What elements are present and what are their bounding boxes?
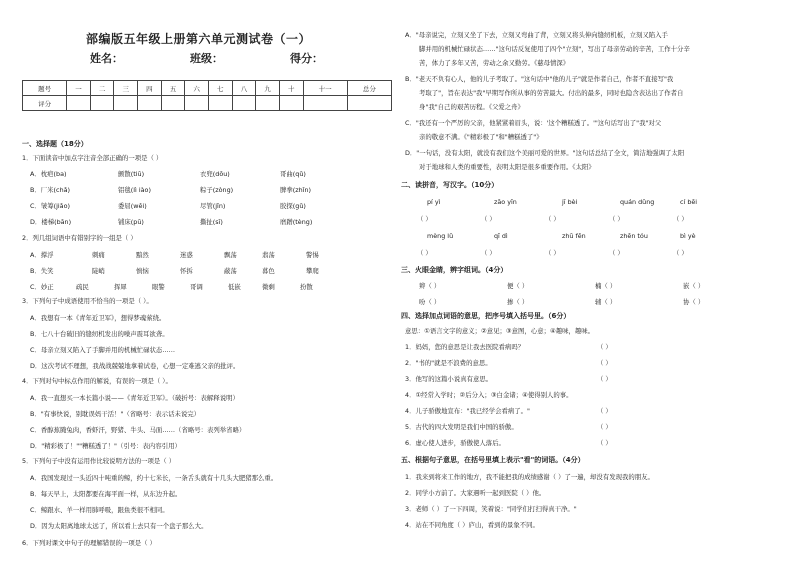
score-input-cell[interactable]	[303, 96, 347, 111]
q2-option: 翡荡	[262, 251, 275, 259]
question-3: 3．下列句子中成语使用不恰当的一项是（ ）。	[22, 297, 153, 305]
answer-blank[interactable]: （ ）	[481, 215, 496, 223]
char-item: 嵌（ ）	[683, 282, 705, 290]
q6-option-line: 苦，体力了多年又苦，劳动之余又勤劳。《慈母情深》	[419, 59, 570, 67]
answer-blank[interactable]: （ ）	[545, 215, 560, 223]
s5-item: 3．老师（ ）了一下四周，笑着说："同学们打扫得真干净。"	[405, 505, 577, 513]
s4-item: 2．"书的"就是不浪费的意思。	[405, 359, 492, 367]
q2-option: 疏民	[76, 283, 89, 291]
char-item: 吩（ ）	[419, 298, 441, 306]
q1-option: B．厂米(chǎ)	[30, 186, 71, 194]
pinyin: zhēn tóu	[620, 232, 648, 240]
q1-option: 粽子(zòng)	[200, 186, 234, 194]
score-input-cell[interactable]	[185, 96, 209, 111]
answer-blank[interactable]: （ ）	[673, 215, 688, 223]
question-2: 2．列几组词语中有错别字的一组是（ ）	[22, 234, 137, 242]
q3-option: A．我想有一本《青年近卫军》，想得梦魂萦绕。	[30, 314, 166, 322]
q2-option: 黯然	[136, 251, 149, 259]
student-info	[0, 50, 397, 66]
score-cell: 一	[67, 81, 91, 96]
q2-option: C．妙正	[30, 283, 54, 291]
q1-option: C．皱筹(jiǎo)	[30, 202, 70, 210]
section-1-heading: 一、选择题（18分）	[22, 140, 88, 148]
score-input-cell[interactable]	[161, 96, 185, 111]
pinyin: zhū fēn	[562, 232, 586, 240]
q4-option: D．"精彩极了！""糟糕透了！"（引号：表内容引用）	[30, 442, 181, 450]
answer-blank[interactable]: （ ）	[545, 249, 560, 257]
score-input-cell[interactable]	[256, 96, 280, 111]
q6-option-line: A．"母亲说完，立刻又坐了下去，立刻又弯曲了背，立刻又将头伸向缝纫机板，立刻又陷入手	[405, 31, 668, 39]
page-title: 部编版五年级上册第六单元测试卷（一）	[85, 32, 311, 46]
section-4-heading: 四、选择加点词语的意思，把序号填入括号里。（6分）	[401, 312, 571, 320]
answer-blank[interactable]: （ ）	[481, 249, 496, 257]
q6-option-line: 对于地球和人类的重要性，表明太阳是很多重要作用。《太阳》	[419, 163, 595, 171]
s4-answer-blank[interactable]: （ ）	[597, 375, 612, 383]
q2-option: 暮色	[262, 267, 275, 275]
q6-option-line: C．"我还有一个严厉的父亲，他紧紧着眉头，说：'这个糟糕透了。'"这句话写出了"我"对父	[405, 119, 662, 127]
q1-option: D．楼梯(bān)	[30, 218, 72, 226]
q1-option: 撕扯(sī)	[200, 218, 223, 226]
char-item: 掺（ ）	[507, 298, 529, 306]
q1-option: 衣兜(dōu)	[200, 170, 230, 178]
q2-option: 眼警	[152, 283, 165, 291]
q2-option: 陡峭	[92, 267, 105, 275]
section-3-heading: 三、火眼金睛，辨字组词。（4分）	[401, 266, 508, 274]
score-cell: 二	[90, 81, 114, 96]
q6-option-line: 考取了"，旨在表达"我"早期写作所从事的劳苦最大。付出的最多，同时也隐含表达出了作者自	[419, 89, 684, 97]
score-cell: 总分	[347, 81, 391, 96]
score-label: 得分：	[290, 52, 323, 65]
score-row-label: 评分	[23, 96, 67, 111]
q1-option: 颤散(tiū)	[118, 170, 145, 178]
q6-option-line: 身"我"自己的艰苦历程。《父爱之舟》	[419, 103, 524, 111]
score-cell: 四	[138, 81, 162, 96]
char-item: 辅（ ）	[595, 298, 617, 306]
score-table	[22, 80, 392, 111]
score-input-cell[interactable]	[67, 96, 91, 111]
s5-item: 1．我来到将来工作的地方，我不能把我的成绩感谢（ ）了一遍，却没有发现我的朋友。	[405, 473, 654, 481]
s4-item: 6．虚心使人进步，骄傲使人落后。	[405, 439, 505, 447]
q2-option: 迷惑	[180, 251, 193, 259]
char-item: 楠（ ）	[595, 282, 617, 290]
q4-option: B．"有事快说，别耽误妈干活！"（省略号：表示话未说完）	[30, 410, 201, 418]
right-column	[397, 0, 794, 561]
pinyin: cí bēi	[680, 198, 698, 206]
answer-row-1	[397, 214, 794, 224]
q6-option-line: 脚并用的机械忙碌状态……"这句话反复使用了四个"立刻"，写出了母亲劳动的辛苦，工作十分辛	[419, 45, 690, 53]
pinyin: pí yì	[427, 198, 441, 206]
pinyin: zāo yīn	[494, 198, 517, 206]
s4-definitions: 意思：①语言文字的意义；②意见；③意图，心意；④趣味，趣味。	[405, 327, 595, 335]
q6-option-line: 亲的敬意不满。《"精彩极了"和"糟糕透了"》	[419, 133, 543, 141]
q2-option: 微剩	[262, 283, 275, 291]
pinyin: mèng lǔ	[427, 232, 454, 240]
s4-answer-blank[interactable]: （ ）	[597, 439, 612, 447]
section-5-heading: 五、根据句子意思，在括号里填上表示"看"的词语。（4分）	[401, 456, 585, 464]
score-cell: 题号	[23, 81, 67, 96]
pinyin: qī dì	[494, 232, 508, 240]
answer-blank[interactable]: （ ）	[673, 249, 688, 257]
question-4: 4．下列对句中标点作用的解说，有误的一项是（ ）。	[22, 377, 172, 385]
q2-option: 哥调	[190, 283, 203, 291]
score-cell: 八	[232, 81, 256, 96]
q1-option: A．枕疤(ba)	[30, 170, 67, 178]
score-input-cell[interactable]	[232, 96, 256, 111]
q5-option: D．因为太阳离地球太远了，所以看上去只有一个盘子那么大。	[30, 522, 208, 530]
q2-option: 挥犀	[114, 283, 127, 291]
score-table-value-row	[23, 96, 392, 111]
pinyin: quán dǔng	[620, 198, 655, 206]
q1-option: 尽管(jǐn)	[200, 202, 226, 210]
section-2-heading: 二、读拼音，写汉字。（10分）	[401, 181, 499, 189]
q2-option: 蔽荡	[224, 267, 237, 275]
q2-option: 低嵌	[228, 283, 241, 291]
q6-option-line: D．"一句话，没有太阳，就没有我们这个美丽可爱的世界。"这句话总结了全文，简洁地强调了太阳	[405, 149, 685, 157]
pinyin: jī bèi	[562, 198, 578, 206]
s4-item: 4．儿子骄傲地宣布："我已经学会看病了。"	[405, 407, 530, 415]
q2-option: 怀拆	[180, 267, 193, 275]
score-input-cell[interactable]	[279, 96, 303, 111]
q2-option: 飘荡	[224, 251, 237, 259]
q2-option: 慎恼	[136, 267, 149, 275]
score-cell: 七	[208, 81, 232, 96]
q5-option: C．鲸跟水、羊一样用肺呼吸，跟鱼类很不相同。	[30, 506, 169, 514]
question-6: 6．下列对课文中句子的理解错误的一项是（ ）	[22, 539, 156, 547]
score-input-cell[interactable]	[347, 96, 391, 111]
q3-option: C．母亲立刻又陷入了手脚并用的机械忙碌状态……	[30, 346, 176, 354]
q1-option: 铝毯(lì iào)	[118, 186, 151, 194]
score-input-cell[interactable]	[138, 96, 162, 111]
q2-option: 扮散	[300, 283, 313, 291]
q1-option: 委屈(wěi)	[118, 202, 147, 210]
answer-blank[interactable]: （ ）	[609, 215, 624, 223]
score-cell: 十	[279, 81, 303, 96]
s5-item: 4．站在不同角度（ ）庐山，看到的景象不同。	[405, 521, 539, 529]
q3-option: B．七八十台破旧的缝纫机发出的噪声震耳欲聋。	[30, 330, 169, 338]
q5-option: A．我国发现过一头近四十吨重的鲸，约十七米长，一条舌头就有十几头大肥猪那么重。	[30, 474, 278, 482]
name-label: 姓名：	[90, 52, 123, 65]
score-cell: 五	[161, 81, 185, 96]
q1-option: 铺床(pū)	[118, 218, 144, 226]
score-cell: 十一	[303, 81, 347, 96]
q5-option: B．每天早上，太阳都要在海平面一样，从东边升起。	[30, 490, 182, 498]
q1-option: 胶探(gǔ)	[280, 202, 306, 210]
q1-option: 脾拳(zhǐn)	[280, 186, 311, 194]
score-input-cell[interactable]	[114, 96, 138, 111]
pinyin-row-1	[397, 198, 794, 208]
score-cell: 六	[185, 81, 209, 96]
q3-option: D．这次考试不理想，我战战兢兢地拿着试卷，心想一定难逃父亲的批评。	[30, 362, 240, 370]
class-label: 班级：	[190, 52, 223, 65]
pinyin-row-2	[397, 232, 794, 242]
s4-item: 1．妈妈，您的意思是让我去医院看病吗？	[405, 343, 525, 351]
q2-option: 攀爬	[306, 267, 319, 275]
answer-row-2	[397, 248, 794, 258]
q2-option: B．失笑	[30, 267, 54, 275]
q4-option: C．香醇蕉腌兔肉，香虾汗，野猪、牛头、马面……（省略号：表列举省略）	[30, 426, 246, 434]
q6-option-line: B．"老天不负有心人，他的儿子考取了。"这句话中"他的儿子"就是作者自己，作者不直接写"我	[405, 75, 674, 83]
pinyin: bì yè	[680, 232, 696, 240]
s4-answer-blank[interactable]: （ ）	[597, 343, 612, 351]
char-item: 辫（ ）	[419, 282, 441, 290]
question-1: 1．下面读音中加点字注音全部正确的一项是（ ）	[22, 154, 163, 162]
score-table-header-row	[23, 81, 392, 96]
answer-blank[interactable]: （ ）	[417, 215, 432, 223]
char-item: 协（ ）	[683, 298, 705, 306]
q1-option: 哥曲(qǔ)	[280, 170, 306, 178]
q2-option: 刺痛	[92, 251, 105, 259]
question-5: 5．下列句子中没有运用作比较说明方法的一项是（ ）	[22, 457, 176, 465]
s4-answer-blank[interactable]: （ ）	[597, 407, 612, 415]
score-cell: 三	[114, 81, 138, 96]
q4-option: A．我一直想买一本长篇小说——《青年近卫军》。（破折号：表解释说明）	[30, 394, 239, 402]
q2-option: A．撑浮	[30, 251, 54, 259]
s4-sub-definitions: 4．①经常入学时；②后分入；③白金诸；④使得别人的事。	[405, 391, 573, 399]
q1-option: 磨蹭(tèng)	[280, 218, 313, 226]
q2-option: 警惕	[306, 251, 319, 259]
score-input-cell[interactable]	[90, 96, 114, 111]
s4-item: 3．他写的这篇小说真有意思。	[405, 375, 493, 383]
score-cell: 九	[256, 81, 280, 96]
s4-item: 5．古代的四大发明是我们中国的骄傲。	[405, 423, 518, 431]
answer-blank[interactable]: （ ）	[417, 249, 432, 257]
score-input-cell[interactable]	[208, 96, 232, 111]
s4-answer-blank[interactable]: （ ）	[597, 359, 612, 367]
s5-item: 2．同学小方前了。大家遇听一起到医院（ ）他。	[405, 489, 546, 497]
char-item: 便（ ）	[507, 282, 529, 290]
s4-answer-blank[interactable]: （ ）	[597, 423, 612, 431]
answer-blank[interactable]: （ ）	[609, 249, 624, 257]
